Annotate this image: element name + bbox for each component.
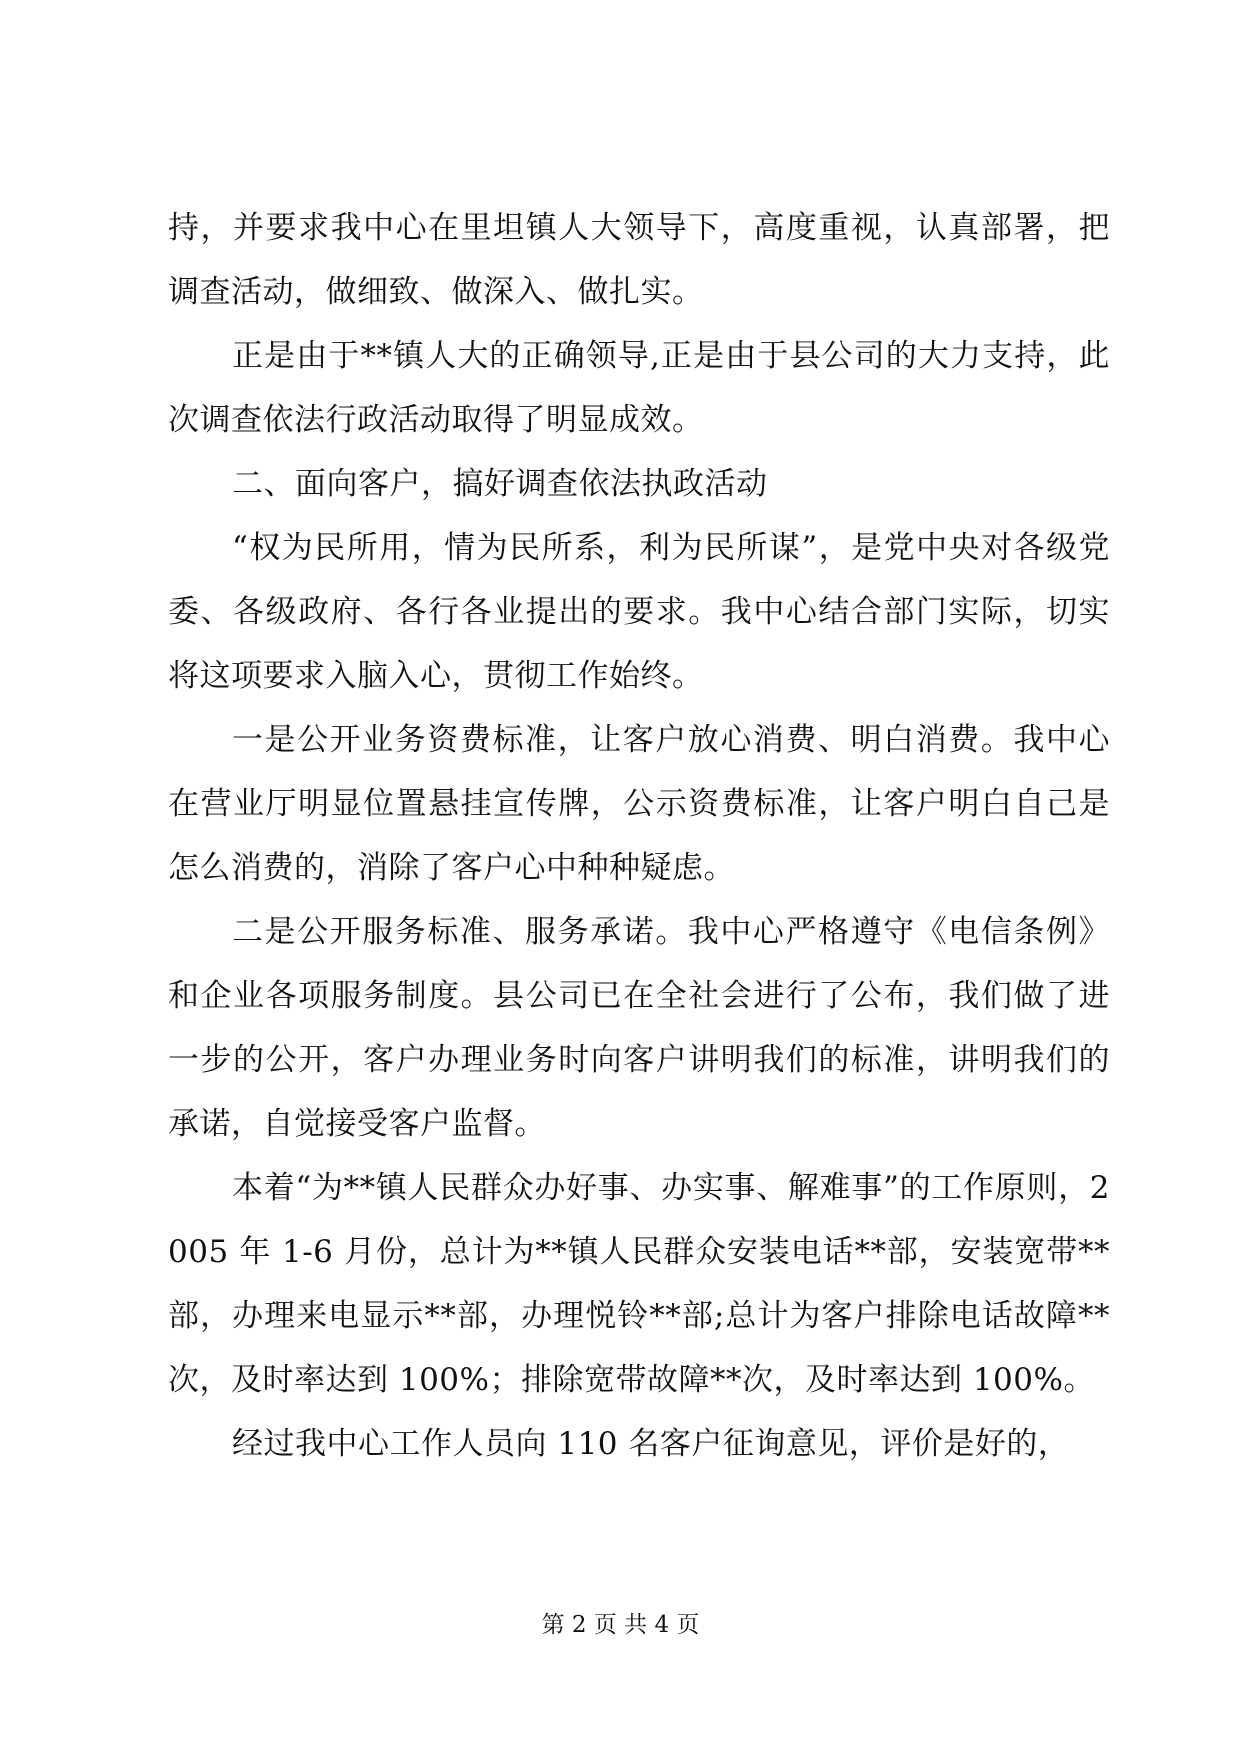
- paragraph-1: 持，并要求我中心在里坦镇人大领导下，高度重视，认真部署，把调查活动，做细致、做深入、做扎实。: [168, 210, 1110, 310]
- paragraph-5: 二是公开服务标准、服务承诺。我中心严格遵守《电信条例》和企业各项服务制度。县公司已在全社会进行了公布，我们做了进一步的公开，客户办理业务时向客户讲明我们的标准，讲明我们的承诺，自觉接受客户监督。: [168, 914, 1110, 1142]
- page-number-footer: 第 2 页 共 4 页: [541, 1612, 700, 1638]
- section-heading: 二、面向客户，搞好调查依法执政活动: [232, 466, 768, 502]
- paragraph-4: 一是公开业务资费标准，让客户放心消费、明白消费。我中心在营业厅明显位置悬挂宣传牌，公示资费标准，让客户明白自己是怎么消费的，消除了客户心中种种疑虑。: [168, 722, 1110, 886]
- paragraph-3: “权为民所用，情为民所系，利为民所谋”，是党中央对各级党委、各级政府、各行各业提出的要求。我中心结合部门实际，切实将这项要求入脑入心，贯彻工作始终。: [168, 530, 1110, 694]
- paragraph-7: 经过我中心工作人员向 110 名客户征询意见，评价是好的，: [232, 1426, 1070, 1462]
- paragraph-6: 本着“为**镇人民群众办好事、办实事、解难事”的工作原则，2005 年 1-6 月份，总计为**镇人民群众安装电话**部，安装宽带**部，办理来电显示**部，办理悦铃**部;总计为客户排除电话故障**次，及时率达到 100%；排除宽带故障**次，及时率达到 100%。: [168, 1170, 1110, 1398]
- document-body: [168, 196, 1110, 1476]
- paragraph-2: 正是由于**镇人大的正确领导,正是由于县公司的大力支持，此次调查依法行政活动取得了明显成效。: [168, 338, 1110, 438]
